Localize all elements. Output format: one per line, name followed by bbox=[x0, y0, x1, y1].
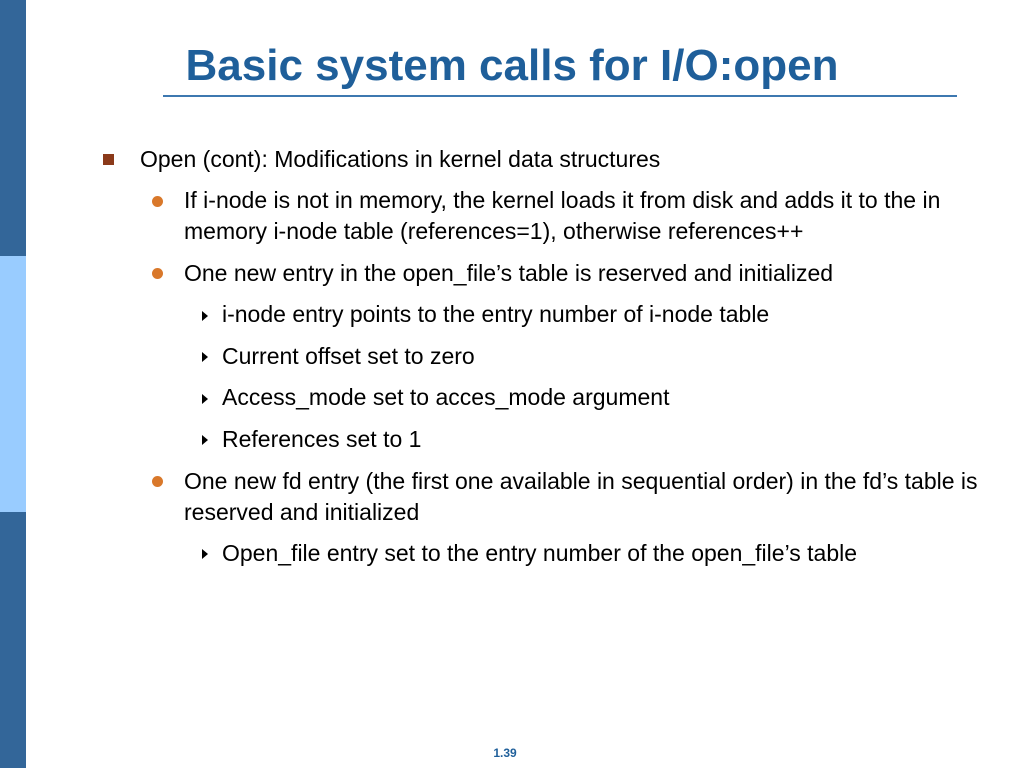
triangle-bullet-icon bbox=[202, 352, 208, 362]
bullet-text: Access_mode set to acces_mode argument bbox=[222, 384, 670, 410]
triangle-bullet-icon bbox=[202, 311, 208, 321]
bullet-text: Current offset set to zero bbox=[222, 343, 475, 369]
bullet-text: Open (cont): Modifications in kernel data structures bbox=[140, 146, 661, 172]
square-bullet-icon bbox=[103, 154, 114, 165]
bullet-text: Open_file entry set to the entry number of the open_file’s table bbox=[222, 540, 858, 566]
bullet-text: References set to 1 bbox=[222, 426, 422, 452]
dot-bullet-icon bbox=[152, 268, 163, 279]
triangle-bullet-icon bbox=[202, 435, 208, 445]
slide-title: Basic system calls for I/O:open bbox=[185, 41, 839, 90]
dot-bullet-icon bbox=[152, 476, 163, 487]
page-number: 1.39 bbox=[493, 746, 517, 760]
bullet-text: One new entry in the open_file’s table is reserved and initialized bbox=[184, 260, 834, 286]
bullet-text: If i-node is not in memory, the kernel loads it from disk and adds it to the in memory i-node table (references=1), otherwise references++ bbox=[184, 187, 941, 244]
bullet-text: One new fd entry (the first one available in sequential order) in the fd’s table is reserved and initialized bbox=[184, 468, 978, 525]
dot-bullet-icon bbox=[152, 196, 163, 207]
triangle-bullet-icon bbox=[202, 549, 208, 559]
triangle-bullet-icon bbox=[202, 394, 208, 404]
bullet-text: i-node entry points to the entry number of i-node table bbox=[222, 301, 770, 327]
